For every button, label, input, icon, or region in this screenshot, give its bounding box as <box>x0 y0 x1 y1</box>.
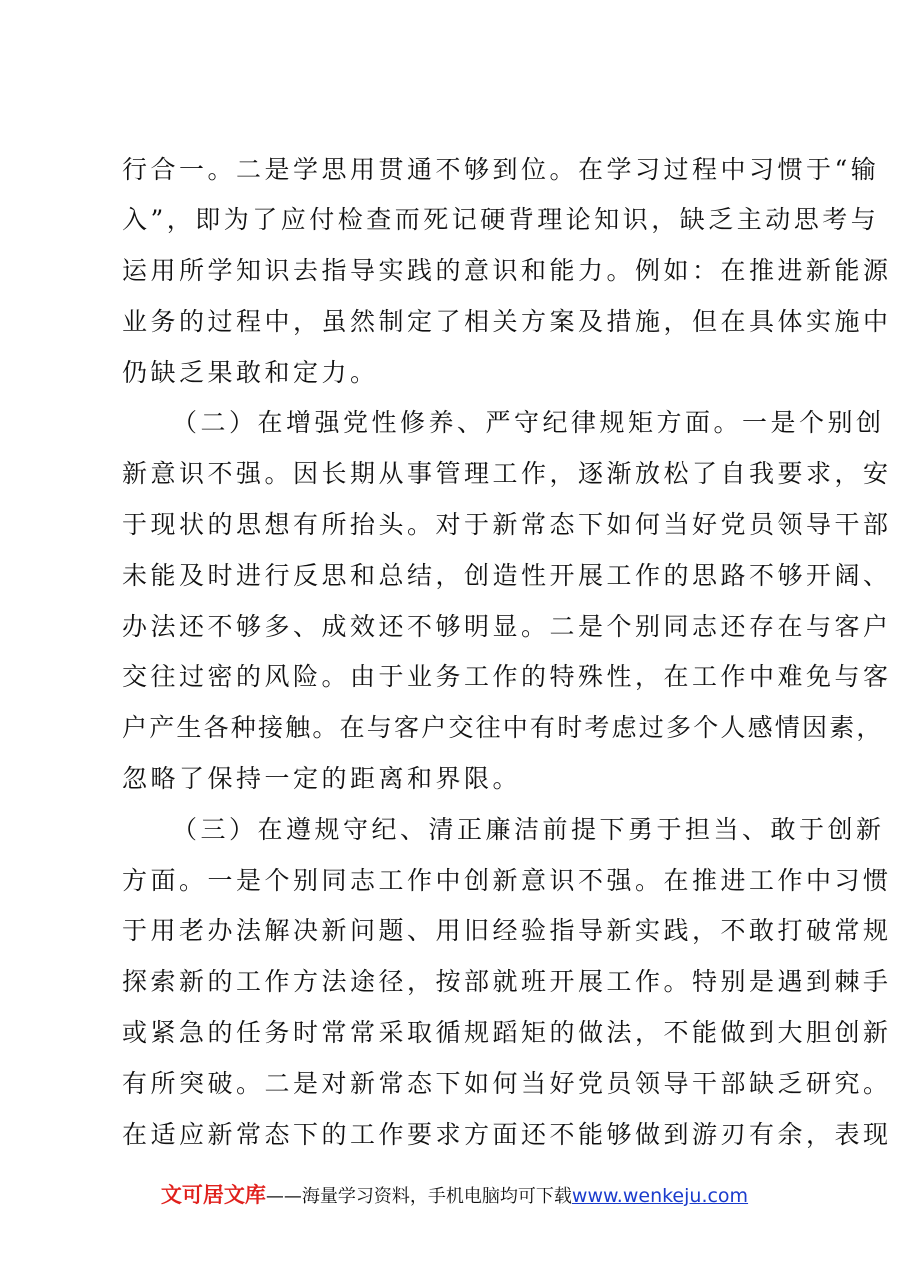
text-line: 运用所学知识去指导实践的意识和能力。例如：在推进新能源 <box>122 256 892 285</box>
text-line: 探索新的工作方法途径，按部就班开展工作。特别是遇到棘手 <box>122 967 892 996</box>
text-line: 户产生各种接触。在与客户交往中有时考虑过多个人感情因素， <box>122 713 884 742</box>
section-heading-2: （二）在增强党性修养、严守纪律规矩方面。一是个别创 <box>172 408 885 437</box>
text-line: 有所突破。二是对新常态下如何当好党员领导干部缺乏研究。 <box>122 1069 892 1098</box>
text-line: 在适应新常态下的工作要求方面还不能够做到游刃有余，表现 <box>122 1120 892 1149</box>
footer-banner <box>0 1180 909 1212</box>
text-line: 仍缺乏果敢和定力。 <box>122 358 379 387</box>
text-line: 方面。一是个别同志工作中创新意识不强。在推进工作中习惯 <box>122 866 892 895</box>
text-line: 于用老办法解决新问题、用旧经验指导新实践，不敢打破常规 <box>122 916 892 945</box>
text-line: 业务的过程中，虽然制定了相关方案及措施，但在具体实施中 <box>122 307 892 336</box>
text-line: 行合一。二是学思用贯通不够到位。在学习过程中习惯于“输 <box>122 155 880 184</box>
text-line: 交往过密的风险。由于业务工作的特殊性，在工作中难免与客 <box>122 662 892 691</box>
text-line: 未能及时进行反思和总结，创造性开展工作的思路不够开阔、 <box>122 561 892 590</box>
text-line: 入”，即为了应付检查而死记硬背理论知识，缺乏主动思考与 <box>122 205 880 234</box>
text-line: 或紧急的任务时常常采取循规蹈矩的做法，不能做到大胆创新 <box>122 1018 892 1047</box>
section-heading-3: （三）在遵规守纪、清正廉洁前提下勇于担当、敢于创新 <box>172 815 885 844</box>
text-line: 于现状的思想有所抬头。对于新常态下如何当好党员领导干部 <box>122 510 892 539</box>
text-line: 新意识不强。因长期从事管理工作，逐渐放松了自我要求，安 <box>122 459 892 488</box>
footer-website-link[interactable]: www.wenkeju.com <box>571 1185 749 1207</box>
text-line: 忽略了保持一定的距离和界限。 <box>122 764 522 793</box>
footer-brand: 文可居文库 <box>160 1183 266 1207</box>
text-line: 办法还不够多、成效还不够明显。二是个别同志还存在与客户 <box>122 612 892 641</box>
footer-tagline: ——海量学习资料，手机电脑均可下载 <box>265 1186 572 1207</box>
